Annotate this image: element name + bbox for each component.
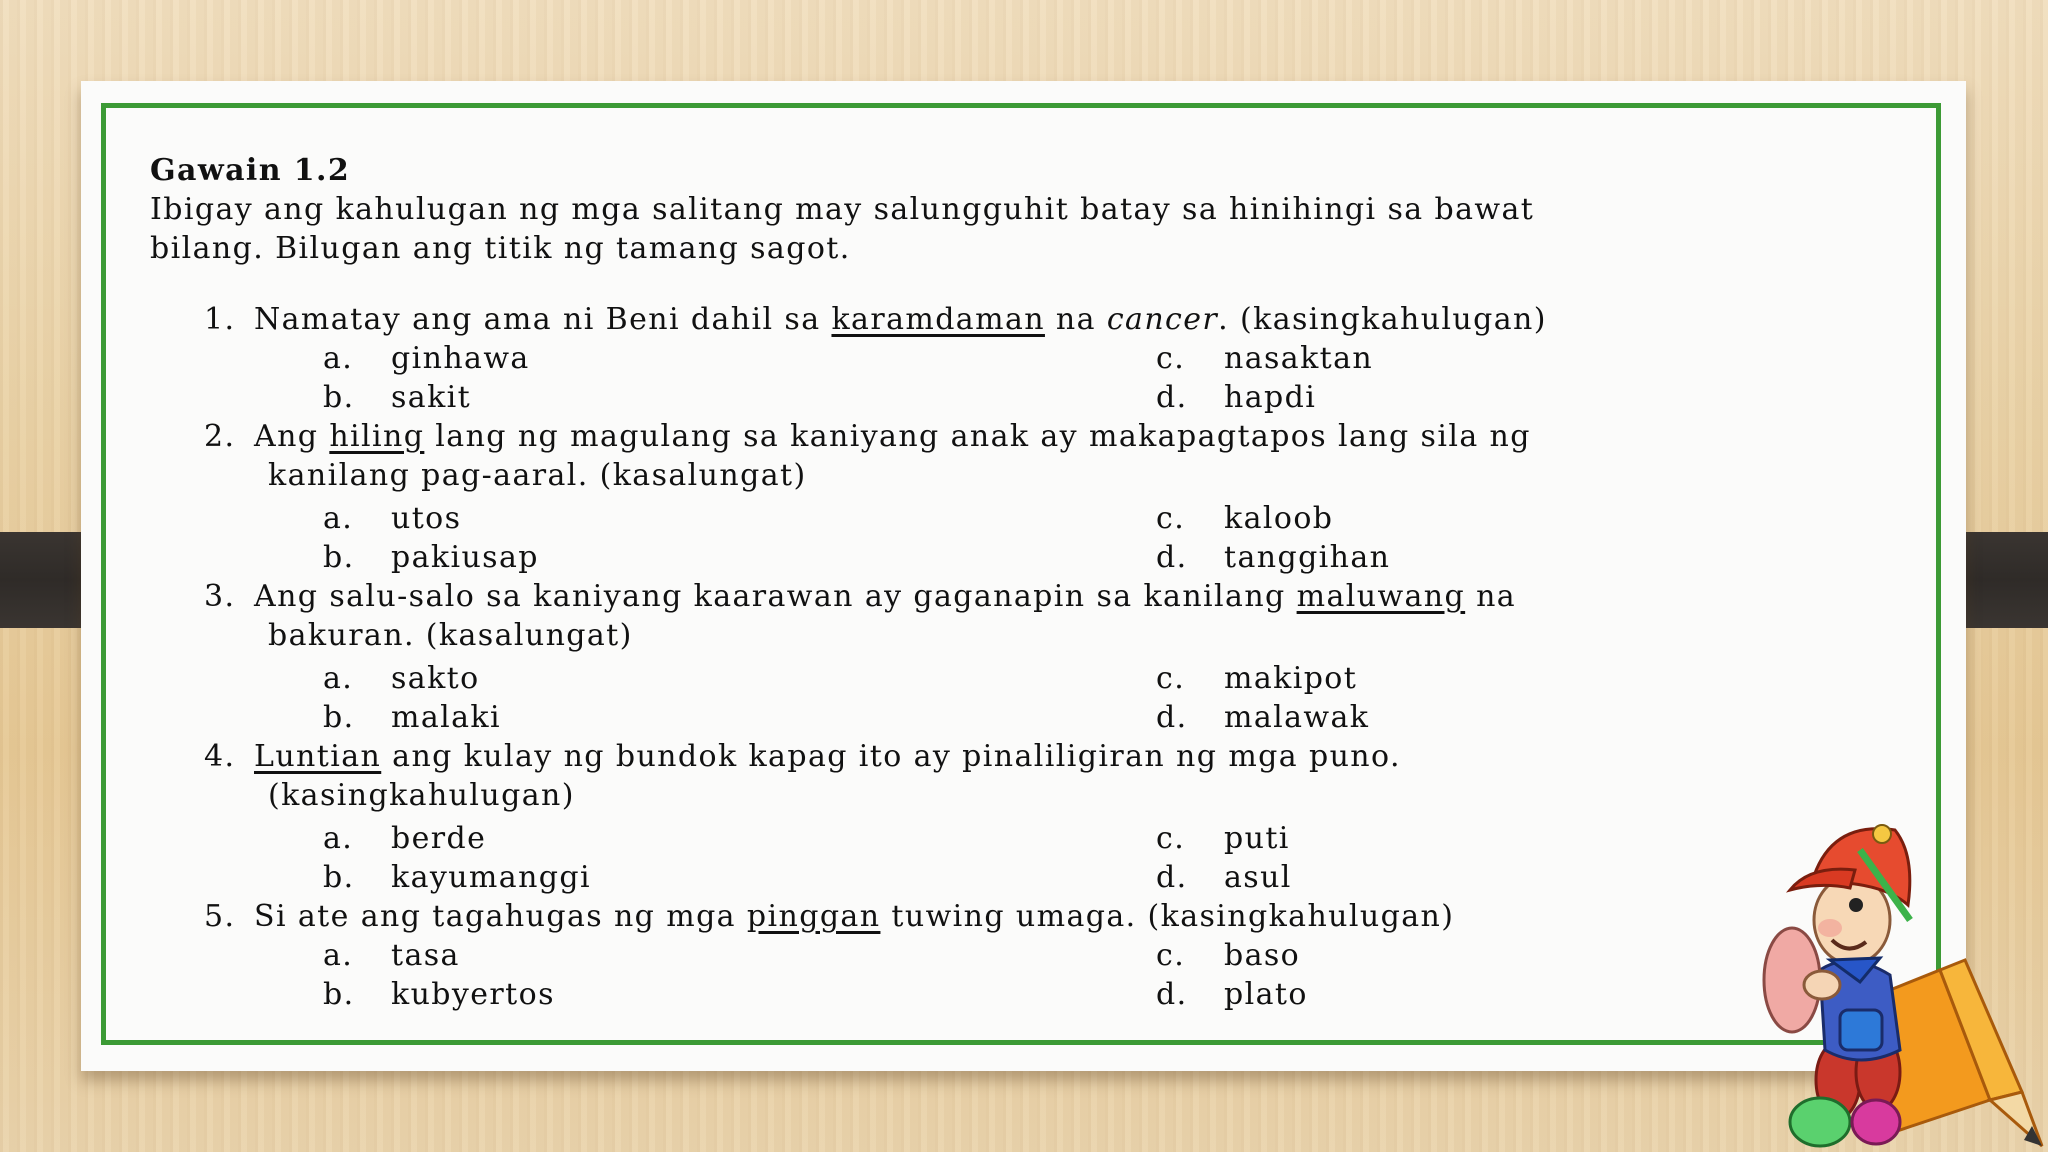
choice-5b[interactable] (323, 975, 555, 1014)
activity-title: Gawain 1.2 (150, 153, 351, 188)
question-1 (204, 300, 1870, 339)
choice-letter: b. (323, 860, 355, 895)
italic-word: cancer (1106, 302, 1219, 337)
choice-letter: b. (323, 700, 355, 735)
choice-letter: d. (1156, 700, 1188, 735)
underlined-word: karamdaman (831, 302, 1045, 337)
question-text: Namatay ang ama ni Beni dahil sa (254, 302, 832, 337)
question-number: 4. (204, 739, 236, 774)
underlined-word: pinggan (746, 899, 881, 934)
choice-letter: a. (323, 341, 354, 376)
question-text: . (kasingkahulugan) (1218, 302, 1547, 337)
choice-text: utos (391, 501, 462, 536)
question-text: Ang (254, 419, 330, 454)
choice-text: ginhawa (391, 341, 530, 376)
choices-2 (204, 499, 1870, 577)
choice-text: kubyertos (391, 977, 555, 1012)
choice-3d[interactable] (1156, 698, 1369, 737)
choice-letter: d. (1156, 860, 1188, 895)
choice-text: malawak (1224, 700, 1370, 735)
choice-1b[interactable] (323, 378, 471, 417)
worksheet (150, 152, 1870, 1014)
question-5 (204, 897, 1870, 936)
choices-5 (204, 936, 1870, 1014)
choices-4 (204, 819, 1870, 897)
choice-5d[interactable] (1156, 975, 1308, 1014)
choice-1a[interactable] (323, 339, 530, 378)
choice-4c[interactable] (1156, 819, 1290, 858)
question-text: lang ng magulang sa kaniyang anak ay makapagtapos lang sila ng (424, 419, 1531, 454)
choice-text: puti (1224, 821, 1290, 856)
choices-3 (204, 659, 1870, 737)
choice-5c[interactable] (1156, 936, 1300, 975)
choice-2b[interactable] (323, 538, 539, 577)
choice-text: berde (391, 821, 487, 856)
choice-letter: c. (1156, 501, 1186, 536)
choice-text: nasaktan (1224, 341, 1374, 376)
choice-3a[interactable] (323, 659, 480, 698)
choice-letter: d. (1156, 380, 1188, 415)
choice-2d[interactable] (1156, 538, 1390, 577)
choice-text: sakto (391, 661, 480, 696)
choice-1c[interactable] (1156, 339, 1373, 378)
question-number: 3. (204, 579, 236, 614)
question-text: tuwing umaga. (kasingkahulugan) (880, 899, 1455, 934)
choice-letter: c. (1156, 341, 1186, 376)
underlined-word: Luntian (254, 739, 382, 774)
choice-text: baso (1224, 938, 1301, 973)
choice-text: plato (1224, 977, 1308, 1012)
choice-letter: a. (323, 501, 354, 536)
choice-4d[interactable] (1156, 858, 1292, 897)
question-continuation: kanilang pag-aaral. (kasalungat) (268, 458, 807, 493)
question-number: 1. (204, 302, 236, 337)
question-4 (204, 737, 1870, 815)
choice-text: tanggihan (1224, 540, 1391, 575)
choice-letter: b. (323, 540, 355, 575)
choice-letter: a. (323, 821, 354, 856)
question-list (150, 300, 1870, 1014)
choice-letter: c. (1156, 821, 1186, 856)
choice-letter: a. (323, 661, 354, 696)
choice-2c[interactable] (1156, 499, 1333, 538)
choice-letter: d. (1156, 540, 1188, 575)
choice-3c[interactable] (1156, 659, 1357, 698)
choice-letter: b. (323, 380, 355, 415)
choice-1d[interactable] (1156, 378, 1316, 417)
question-3 (204, 577, 1870, 655)
choice-text: makipot (1224, 661, 1358, 696)
choices-1 (204, 339, 1870, 417)
underlined-word: hiling (329, 419, 425, 454)
underlined-word: maluwang (1296, 579, 1466, 614)
question-number: 5. (204, 899, 236, 934)
question-continuation: (kasingkahulugan) (268, 778, 575, 813)
choice-text: malaki (391, 700, 501, 735)
choice-text: kayumanggi (391, 860, 591, 895)
choice-5a[interactable] (323, 936, 460, 975)
choice-text: kaloob (1224, 501, 1334, 536)
choice-2a[interactable] (323, 499, 461, 538)
choice-4a[interactable] (323, 819, 486, 858)
choice-text: sakit (391, 380, 472, 415)
question-text: Si ate ang tagahugas ng mga (254, 899, 747, 934)
choice-letter: d. (1156, 977, 1188, 1012)
choice-text: asul (1224, 860, 1292, 895)
choice-3b[interactable] (323, 698, 501, 737)
question-number: 2. (204, 419, 236, 454)
cartoon-boy-pencil-illustration (1760, 810, 2048, 1152)
choice-text: pakiusap (391, 540, 539, 575)
instruction-line-1: Ibigay ang kahulugan ng mga salitang may salungguhit batay sa hinihingi sa bawat (150, 192, 1535, 227)
question-text: na (1044, 302, 1107, 337)
choice-4b[interactable] (323, 858, 591, 897)
choice-text: hapdi (1224, 380, 1317, 415)
question-text: na (1465, 579, 1517, 614)
question-text: Ang salu-salo sa kaniyang kaarawan ay gaganapin sa kanilang (254, 579, 1297, 614)
question-2 (204, 417, 1870, 495)
choice-text: tasa (391, 938, 460, 973)
instruction-line-2: bilang. Bilugan ang titik ng tamang sagot. (150, 231, 851, 266)
choice-letter: c. (1156, 661, 1186, 696)
question-continuation: bakuran. (kasalungat) (268, 618, 633, 653)
choice-letter: a. (323, 938, 354, 973)
choice-letter: b. (323, 977, 355, 1012)
question-text: ang kulay ng bundok kapag ito ay pinaliligiran ng mga puno. (381, 739, 1401, 774)
choice-letter: c. (1156, 938, 1186, 973)
